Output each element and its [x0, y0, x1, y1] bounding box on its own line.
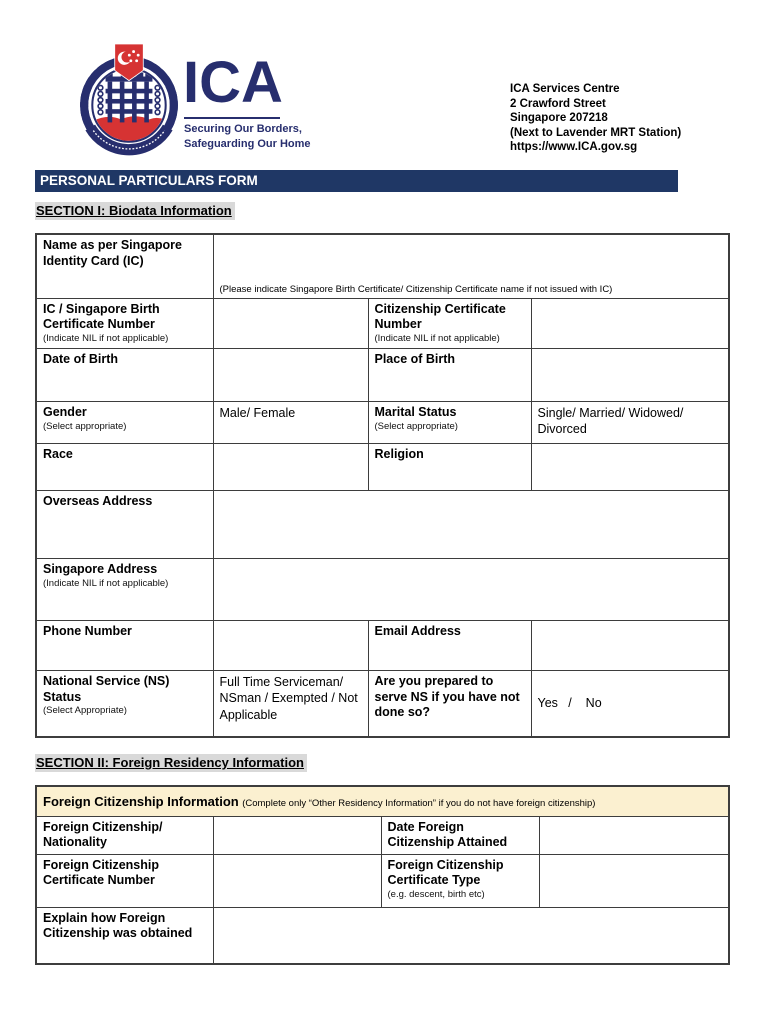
- pob-label-cell: [368, 349, 531, 402]
- name-note: (Please indicate Singapore Birth Certificate/ Citizenship Certificate name if not issued with IC): [219, 283, 613, 295]
- fc-cert-type-field[interactable]: [539, 854, 729, 907]
- table-row: [36, 402, 729, 444]
- citizenship-cert-label-cell: [368, 298, 531, 349]
- race-field[interactable]: [213, 444, 368, 491]
- gender-label: Gender: [43, 405, 87, 420]
- gender-options-field[interactable]: Male/ Female: [213, 402, 368, 444]
- form-title-bar: [35, 170, 678, 192]
- tagline-line-1: Securing Our Borders,: [184, 123, 302, 135]
- fc-date-label-cell: [381, 816, 539, 854]
- race-label: Race: [43, 447, 73, 462]
- marital-options-field[interactable]: Single/ Married/ Widowed/ Divorced: [531, 402, 729, 444]
- fc-explain-field[interactable]: [213, 907, 729, 964]
- biodata-table: [35, 233, 730, 738]
- religion-label: Religion: [374, 447, 424, 462]
- fc-cert-num-label: Foreign Citizenship Certificate Number: [43, 857, 159, 888]
- overseas-address-label-cell: [36, 491, 213, 559]
- contact-postal: Singapore 207218: [510, 112, 608, 125]
- table-row: [36, 907, 729, 964]
- citizenship-cert-note: (Indicate NIL if not applicable): [374, 332, 500, 344]
- table-row: [36, 854, 729, 907]
- fc-nationality-field[interactable]: [213, 816, 381, 854]
- contact-mrt-note: (Next to Lavender MRT Station): [510, 126, 682, 139]
- phone-label: Phone Number: [43, 624, 132, 639]
- fc-cert-type-note: (e.g. descent, birth etc): [387, 889, 485, 900]
- citizenship-cert-field[interactable]: [531, 298, 729, 349]
- fc-nationality-label-cell: [36, 816, 213, 854]
- fc-cert-num-label-cell: [36, 854, 213, 907]
- fc-date-label: Date Foreign Citizenship Attained: [387, 819, 508, 850]
- overseas-address-field[interactable]: [213, 491, 729, 559]
- contact-centre-name: ICA Services Centre: [510, 83, 620, 95]
- dob-label: Date of Birth: [43, 352, 118, 367]
- fc-explain-label: Explain how Foreign Citizenship was obtained: [43, 910, 193, 941]
- contact-website: https://www.ICA.gov.sg: [510, 141, 638, 154]
- foreign-citizenship-header-cell: [36, 786, 729, 816]
- fc-cert-num-field[interactable]: [213, 854, 381, 907]
- race-label-cell: [36, 444, 213, 491]
- pob-label: Place of Birth: [374, 352, 456, 367]
- citizenship-cert-label: Citizenship Certificate Number: [374, 301, 506, 332]
- table-row: [36, 621, 729, 671]
- sg-address-label: Singapore Address: [43, 562, 158, 577]
- name-label-cell: [36, 234, 213, 298]
- ic-field[interactable]: [213, 298, 368, 349]
- ns-status-note: (Select Appropriate): [43, 705, 127, 717]
- gender-label-cell: [36, 402, 213, 444]
- fc-nationality-label: Foreign Citizenship/ Nationality: [43, 819, 163, 850]
- table-header-row: [36, 786, 729, 816]
- gender-note: (Select appropriate): [43, 420, 127, 432]
- wordmark-divider: [184, 117, 280, 119]
- table-row: [36, 816, 729, 854]
- marital-label: Marital Status: [374, 405, 457, 420]
- fc-cert-type-label: Foreign Citizenship Certificate Type: [387, 857, 504, 888]
- sg-address-note: (Indicate NIL if not applicable): [43, 577, 169, 589]
- dob-field[interactable]: [213, 349, 368, 402]
- ns-status-label-cell: [36, 671, 213, 737]
- logo-tagline: [184, 122, 311, 152]
- table-row: [36, 234, 729, 298]
- ic-note: (Indicate NIL if not applicable): [43, 332, 169, 344]
- ns-question-label: Are you prepared to serve NS if you have not done so?: [374, 674, 520, 720]
- section2-heading: SECTION II: Foreign Residency Information: [35, 754, 307, 772]
- table-row: [36, 444, 729, 491]
- tagline-line-2: Safeguarding Our Home: [184, 137, 311, 150]
- contact-street: 2 Crawford Street: [510, 97, 606, 110]
- overseas-address-label: Overseas Address: [43, 494, 153, 509]
- email-field[interactable]: [531, 621, 729, 671]
- pob-field[interactable]: [531, 349, 729, 402]
- form-title: PERSONAL PARTICULARS FORM: [40, 173, 258, 188]
- foreign-citizenship-title: Foreign Citizenship Information: [43, 793, 239, 809]
- sg-address-label-cell: [36, 559, 213, 621]
- table-row: [36, 349, 729, 402]
- ica-crest-logo: [76, 42, 182, 160]
- foreign-citizenship-note: (Complete only “Other Residency Information” if you do not have foreign citizenship): [242, 797, 596, 809]
- table-row: [36, 559, 729, 621]
- marital-note: (Select appropriate): [374, 420, 458, 432]
- email-label-cell: [368, 621, 531, 671]
- fc-explain-label-cell: [36, 907, 213, 964]
- ns-status-label: National Service (NS) Status: [43, 674, 170, 704]
- section1-heading: SECTION I: Biodata Information: [35, 202, 235, 220]
- table-row: [36, 671, 729, 737]
- table-row: [36, 491, 729, 559]
- marital-label-cell: [368, 402, 531, 444]
- phone-field[interactable]: [213, 621, 368, 671]
- email-label: Email Address: [374, 624, 461, 639]
- ic-label-cell: [36, 298, 213, 349]
- name-label: Name as per Singapore Identity Card (IC): [43, 238, 182, 268]
- fc-date-field[interactable]: [539, 816, 729, 854]
- ic-label: IC / Singapore Birth Certificate Number: [43, 301, 160, 332]
- contact-block: [510, 82, 681, 155]
- sg-address-field[interactable]: [213, 559, 729, 621]
- ns-question-label-cell: [368, 671, 531, 737]
- name-field[interactable]: [213, 234, 729, 298]
- ica-wordmark: ICA: [183, 50, 283, 115]
- foreign-citizenship-table: [35, 785, 730, 965]
- religion-field[interactable]: [531, 444, 729, 491]
- table-row: [36, 298, 729, 349]
- dob-label-cell: [36, 349, 213, 402]
- ns-answer-field[interactable]: Yes / No: [531, 671, 729, 737]
- ns-status-options-field[interactable]: Full Time Serviceman/ NSman / Exempted / Not Applicable: [213, 671, 368, 737]
- phone-label-cell: [36, 621, 213, 671]
- religion-label-cell: [368, 444, 531, 491]
- fc-cert-type-label-cell: [381, 854, 539, 907]
